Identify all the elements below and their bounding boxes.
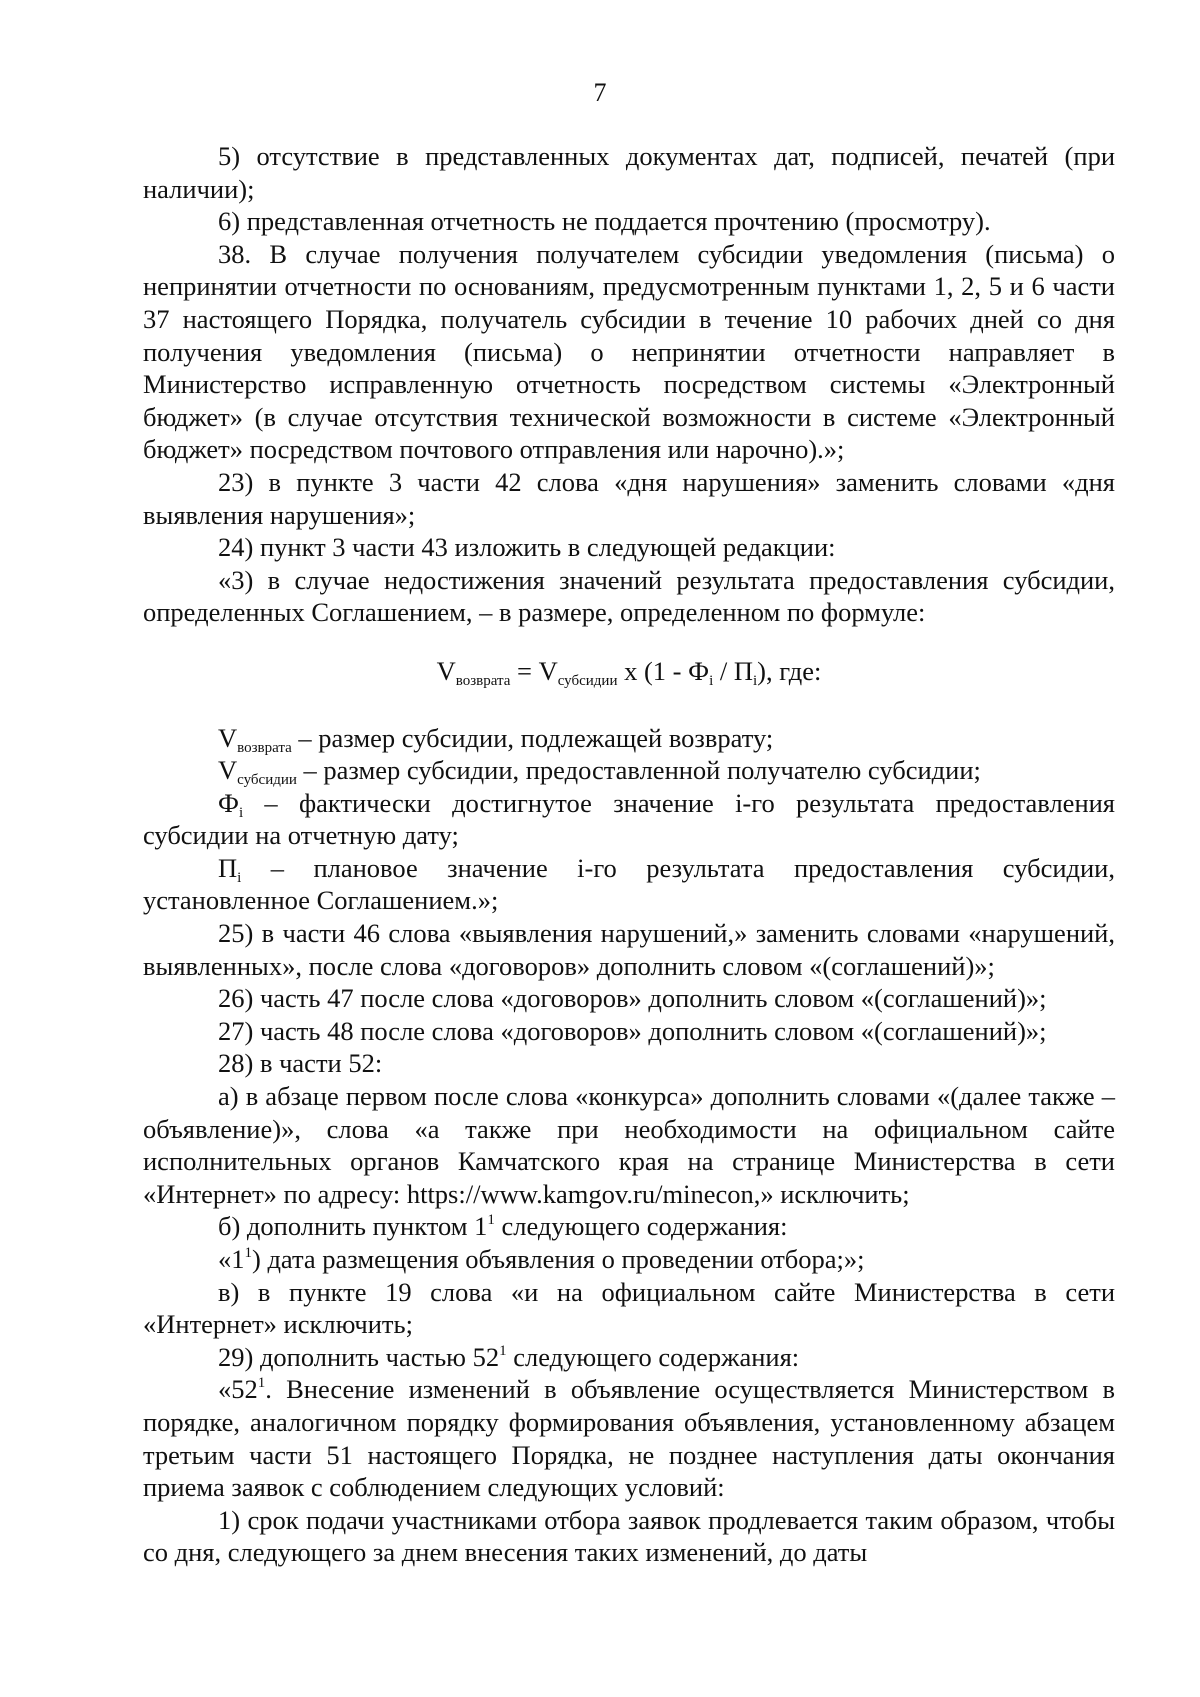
superscript: 1: [244, 1245, 252, 1261]
text: б) дополнить пунктом 1: [218, 1211, 488, 1242]
text: . Внесение изменений в объявление осуществляется Министерством в порядке, аналогичном порядку формирования объявления, установленному абзацем третьим части 51 настоящего Порядка, не позднее наступления даты окончания приема заявок с соблюдением следующих условий:: [143, 1374, 1115, 1503]
paragraph: 24) пункт 3 части 43 изложить в следующей редакции:: [218, 532, 836, 563]
definition-v-subsidy: [143, 754, 1115, 787]
paragraph: 23) в пункте 3 части 42 слова «дня нарушения» заменить словами «дня выявления нарушения»;: [143, 466, 1115, 530]
formula-mid: x (1 - Ф: [617, 655, 710, 686]
formula-end: ), где:: [757, 655, 822, 686]
formula-slash: / П: [713, 655, 753, 686]
definition-p: [143, 852, 1115, 917]
symbol-sub: i: [237, 869, 242, 886]
paragraph: [143, 1373, 1115, 1503]
text: следующего содержания:: [506, 1341, 800, 1372]
paragraph: [143, 1210, 1115, 1243]
formula-v: V: [436, 655, 456, 686]
text: «52: [218, 1374, 258, 1405]
paragraph: 1) срок подачи участниками отбора заявок продлевается таким образом, чтобы со дня, следующего за днем внесения таких изменений, до даты: [143, 1504, 1115, 1568]
symbol-sub: субсидии: [237, 772, 297, 789]
formula-sub-f: i: [709, 672, 714, 689]
paragraph: а) в абзаце первом после слова «конкурса» дополнить словами «(далее также – объявление)», слова «а также при необходимости на официальном сайте исполнительных органов Камчатского края на странице Министерства в сети «Интернет» по адресу: https://www.kamgov.ru/minecon,» исключить;: [143, 1081, 1115, 1209]
symbol-sub: i: [238, 804, 244, 821]
paragraph: 26) часть 47 после слова «договоров» дополнить словом «(соглашений)»;: [218, 983, 1047, 1014]
symbol: V: [218, 722, 238, 753]
paragraph: в) в пункте 19 слова «и на официальном сайте Министерства в сети «Интернет» исключить;: [143, 1276, 1115, 1340]
paragraph: [143, 1243, 1115, 1276]
paragraph: [143, 1341, 1115, 1374]
text: следующего содержания:: [494, 1211, 788, 1242]
text: «1: [218, 1244, 245, 1274]
symbol: Ф: [218, 787, 239, 818]
definition-text: – плановое значение i-го результата предоставления субсидии, установленное Соглашением.»;: [143, 852, 1115, 916]
paragraph: 38. В случае получения получателем субсидии уведомления (письма) о непринятии отчетности по основаниям, предусмотренным пунктами 1, 2, 5 и 6 части 37 настоящего Порядка, получатель субсидии в течение 10 рабочих дней со дня получения уведомления (письма) о непринятии отчетности направляет в Министерство исправленную отчетность посредством системы «Электронный бюджет» (в случае отсутствия технической возможности в системе «Электронный бюджет» посредством почтового отправления или нарочно).»;: [143, 238, 1115, 465]
symbol: V: [218, 755, 238, 786]
paragraph: 25) в части 46 слова «выявления нарушений,» заменить словами «нарушений, выявленных», после слова «договоров» дополнить словом «(соглашений)»;: [143, 918, 1115, 981]
definition-v-return: [143, 722, 1115, 755]
definition-text: – фактически достигнутое значение i-го результата предоставления субсидии на отчетную дату;: [143, 787, 1115, 851]
definition-text: – размер субсидии, подлежащей возврату;: [291, 722, 774, 753]
formula-eq: = V: [510, 655, 558, 686]
text: 29) дополнить частью 52: [218, 1341, 500, 1372]
document-body: [143, 140, 1115, 1569]
symbol: П: [218, 852, 238, 883]
paragraph: 6) представленная отчетность не поддается прочтению (просмотру).: [218, 206, 991, 237]
definition-f: [143, 787, 1115, 852]
formula-sub-p: i: [753, 672, 758, 689]
text: ) дата размещения объявления о проведении отбора;»;: [252, 1244, 865, 1274]
paragraph: 27) часть 48 после слова «договоров» дополнить словом «(соглашений)»;: [218, 1015, 1047, 1046]
formula: [143, 655, 1115, 688]
symbol-sub: возврата: [237, 739, 292, 756]
paragraph: 5) отсутствие в представленных документах дат, подписей, печатей (при наличии);: [143, 141, 1115, 204]
superscript: 1: [257, 1375, 266, 1392]
formula-sub-subsidy: субсидии: [557, 672, 618, 689]
definition-text: – размер субсидии, предоставленной получателю субсидии;: [296, 755, 981, 786]
paragraph: 28) в части 52:: [218, 1048, 383, 1079]
superscript: 1: [499, 1342, 507, 1359]
paragraph: «3) в случае недостижения значений результата предоставления субсидии, определенных Соглашением, – в размере, определенном по формуле:: [143, 564, 1115, 628]
page-number: 7: [593, 78, 607, 107]
formula-sub-return: возврата: [455, 672, 511, 689]
superscript: 1: [487, 1212, 495, 1229]
